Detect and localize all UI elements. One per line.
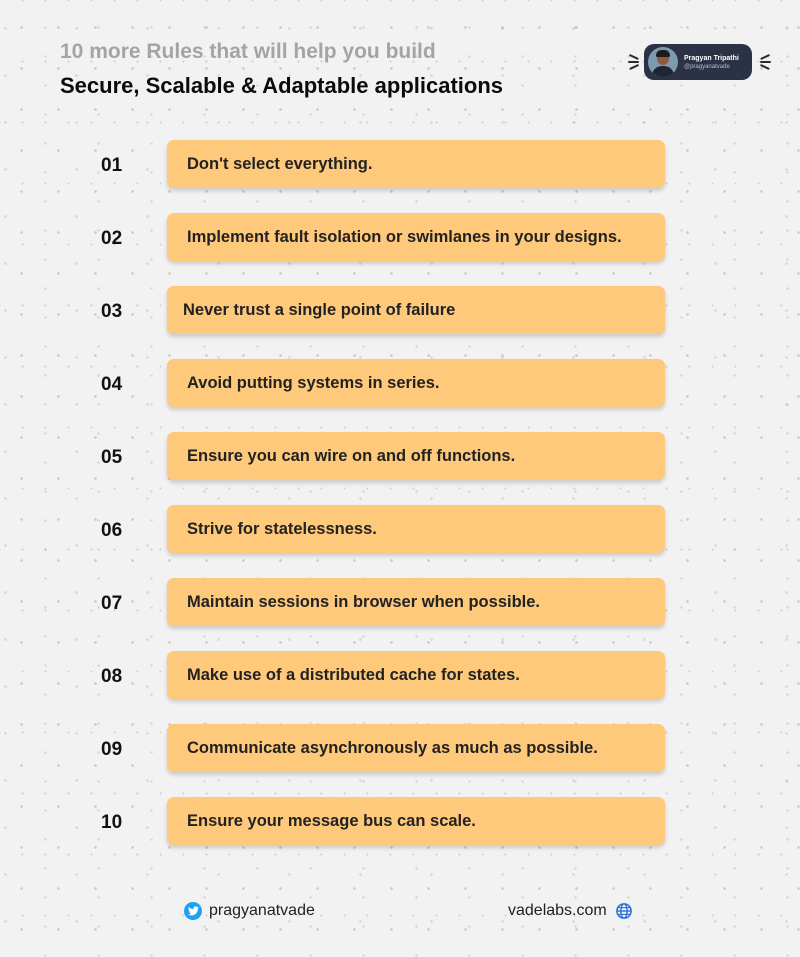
rule-text: Communicate asynchronously as much as possible. <box>167 724 665 772</box>
rule-text: Ensure your message bus can scale. <box>167 797 665 845</box>
rule-number: 05 <box>101 447 123 468</box>
rule-text: Don't select everything. <box>167 140 665 188</box>
rule-text: Maintain sessions in browser when possible. <box>167 578 665 626</box>
rule-item <box>0 797 800 849</box>
avatar <box>648 47 678 77</box>
rule-item <box>0 286 800 338</box>
heading-line-1: 10 more Rules that will help you build <box>60 40 436 63</box>
rule-text: Strive for statelessness. <box>167 505 665 553</box>
rule-text: Avoid putting systems in series. <box>167 359 665 407</box>
rule-item <box>0 432 800 484</box>
rule-text: Never trust a single point of failure <box>167 286 665 334</box>
rule-item <box>0 359 800 411</box>
rule-item <box>0 140 800 192</box>
globe-icon <box>615 902 633 920</box>
rule-item <box>0 505 800 557</box>
rule-number: 08 <box>101 666 123 687</box>
website-link[interactable] <box>508 902 633 920</box>
twitter-bird-icon <box>184 902 202 920</box>
website-url: vadelabs.com <box>508 902 607 919</box>
rule-item <box>0 578 800 630</box>
twitter-handle: pragyanatvade <box>209 902 315 919</box>
rule-number: 07 <box>101 593 123 614</box>
rule-item <box>0 213 800 265</box>
sparkle-right-icon <box>756 52 774 72</box>
page-heading <box>60 40 640 100</box>
rule-text: Ensure you can wire on and off functions. <box>167 432 665 480</box>
author-handle: @pragyanatvade <box>684 63 730 70</box>
rule-number: 02 <box>101 228 123 249</box>
rule-text: Make use of a distributed cache for states. <box>167 651 665 699</box>
rule-number: 06 <box>101 520 123 541</box>
author-badge[interactable] <box>644 44 752 80</box>
rule-item <box>0 651 800 703</box>
rule-number: 01 <box>101 155 123 176</box>
author-name: Pragyan Tripathi <box>684 54 739 62</box>
rule-number: 04 <box>101 374 123 395</box>
sparkle-left-icon <box>627 52 645 72</box>
rule-number: 10 <box>101 812 123 833</box>
rule-number: 03 <box>101 301 123 322</box>
twitter-link[interactable] <box>184 902 315 920</box>
rule-number: 09 <box>101 739 123 760</box>
rule-text: Implement fault isolation or swimlanes in your designs. <box>167 213 665 261</box>
rule-item <box>0 724 800 776</box>
heading-line-2: Secure, Scalable & Adaptable applications <box>60 73 503 98</box>
